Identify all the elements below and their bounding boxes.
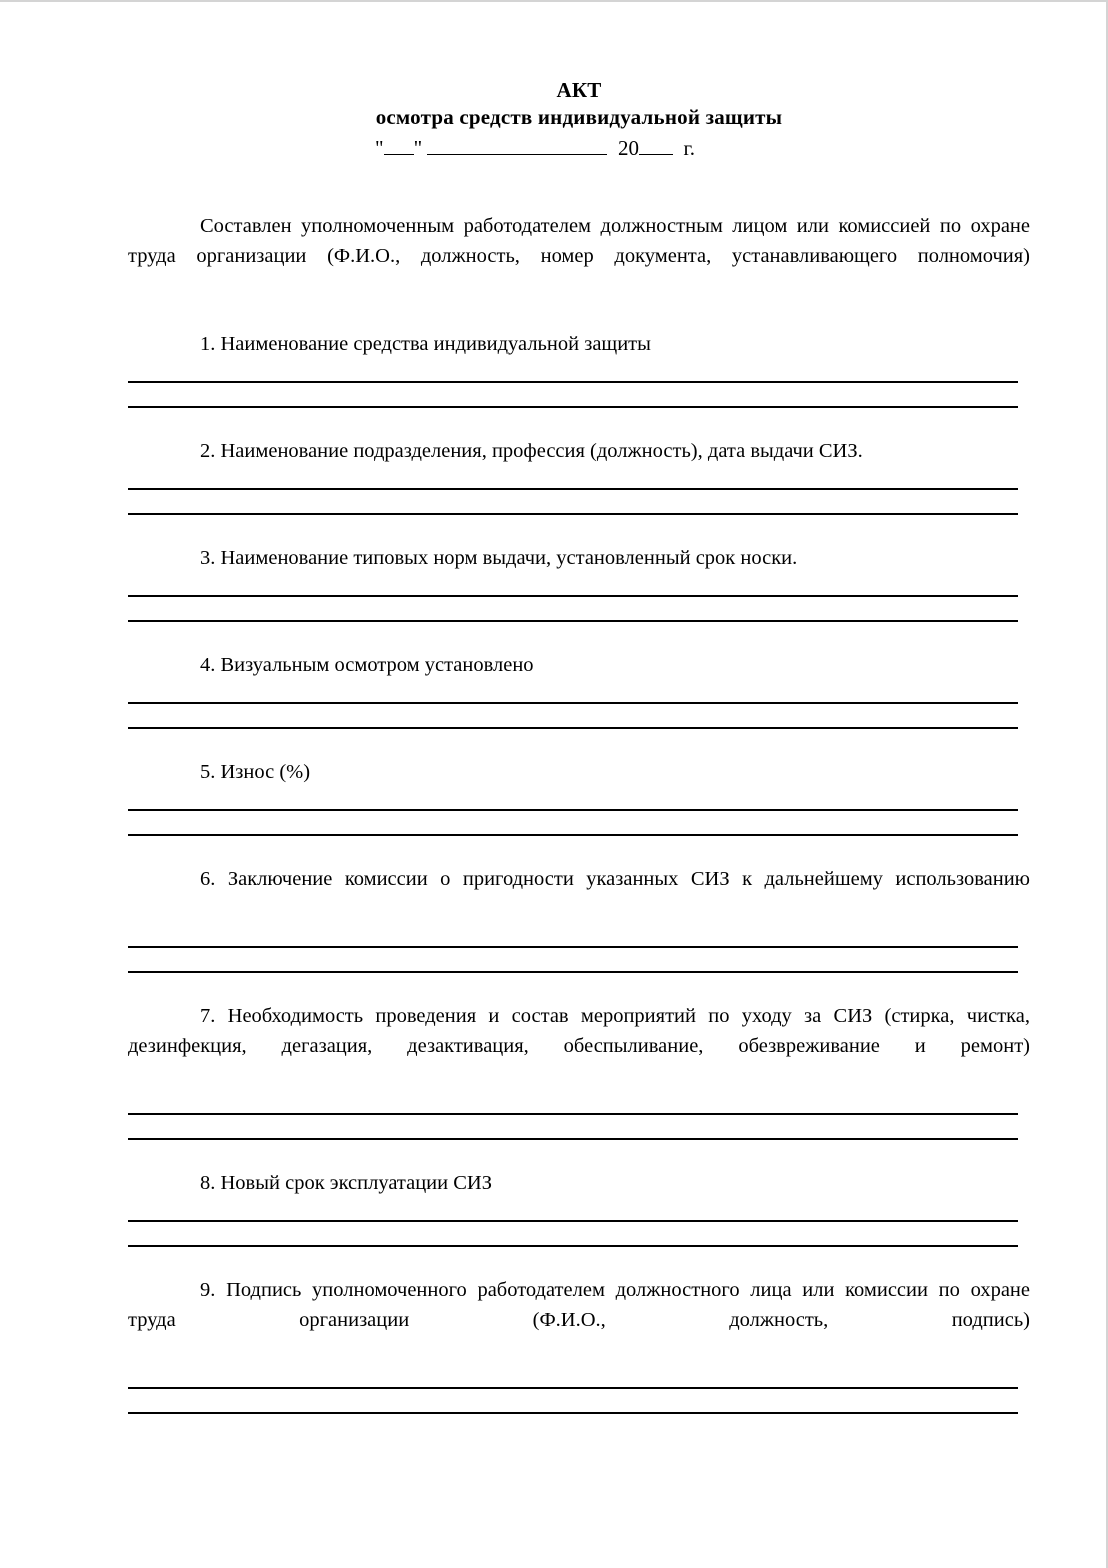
title-block	[128, 2, 1030, 163]
form-item-7-label: 7. Необходимость проведения и состав мероприятий по уходу за СИЗ (стирка, чистка, дезинфекция, дегазация, дезактивация, обеспыливание, обезвреживание и ремонт)	[128, 1005, 1030, 1057]
blank-line[interactable]	[128, 381, 1018, 383]
page-title: АКТ	[556, 78, 602, 102]
blank-line[interactable]	[128, 1220, 1018, 1222]
blank-line[interactable]	[128, 513, 1018, 515]
date-line	[84, 133, 986, 163]
form-item-4	[128, 650, 1030, 729]
blank-line[interactable]	[128, 727, 1018, 729]
blank-line[interactable]	[128, 702, 1018, 704]
form-item-5-label: 5. Износ (%)	[200, 761, 311, 783]
blank-line[interactable]	[128, 1387, 1018, 1389]
blank-line[interactable]	[128, 595, 1018, 597]
form-item-5	[128, 757, 1030, 836]
blank-line[interactable]	[128, 406, 1018, 408]
blank-line[interactable]	[128, 488, 1018, 490]
form-item-1-label: 1. Наименование средства индивидуальной защиты	[200, 333, 651, 355]
year-prefix: 20	[617, 136, 639, 160]
blank-line[interactable]	[128, 946, 1018, 948]
blank-line[interactable]	[128, 1245, 1018, 1247]
form-item-3-label: 3. Наименование типовых норм выдачи, установленный срок носки.	[200, 547, 798, 569]
quote-close: "	[413, 136, 423, 160]
form-item-9-fields	[128, 1387, 1030, 1414]
day-blank[interactable]	[384, 154, 414, 155]
form-item-4-fields	[128, 702, 1030, 729]
blank-line[interactable]	[128, 809, 1018, 811]
form-item-8	[128, 1168, 1030, 1247]
form-item-1	[128, 329, 1030, 408]
form-item-8-fields	[128, 1220, 1030, 1247]
intro-paragraph: Составлен уполномоченным работодателем должностным лицом или комиссией по охране труда организации (Ф.И.О., должность, номер документа, устанавливающего полномочия)	[128, 215, 1030, 267]
year-blank[interactable]	[639, 154, 673, 155]
blank-line[interactable]	[128, 1113, 1018, 1115]
form-item-9-label: 9. Подпись уполномоченного работодателем должностного лица или комиссии по охране труда организации (Ф.И.О., должность, подпись)	[128, 1279, 1030, 1331]
form-item-7-fields	[128, 1113, 1030, 1140]
form-item-4-label: 4. Визуальным осмотром установлено	[200, 654, 534, 676]
form-item-2-fields	[128, 488, 1030, 515]
form-item-1-fields	[128, 381, 1030, 408]
blank-line[interactable]	[128, 1412, 1018, 1414]
document-content	[128, 2, 1030, 1414]
form-item-7	[128, 1001, 1030, 1140]
form-item-8-label: 8. Новый срок эксплуатации СИЗ	[200, 1172, 492, 1194]
form-item-9	[128, 1275, 1030, 1414]
year-suffix: г.	[683, 136, 695, 160]
month-blank[interactable]	[427, 154, 607, 155]
quote-open: "	[375, 136, 384, 160]
blank-line[interactable]	[128, 1138, 1018, 1140]
form-item-3	[128, 543, 1030, 622]
form-item-2-label: 2. Наименование подразделения, профессия (должность), дата выдачи СИЗ.	[200, 440, 863, 462]
blank-line[interactable]	[128, 620, 1018, 622]
blank-line[interactable]	[128, 971, 1018, 973]
form-item-2	[128, 436, 1030, 515]
form-item-6-fields	[128, 946, 1030, 973]
form-item-3-fields	[128, 595, 1030, 622]
form-item-5-fields	[128, 809, 1030, 836]
form-item-6-label: 6. Заключение комиссии о пригодности указанных СИЗ к дальнейшему использованию	[200, 868, 1030, 890]
form-item-6	[128, 864, 1030, 973]
blank-line[interactable]	[128, 834, 1018, 836]
page-subtitle: осмотра средств индивидуальной защиты	[375, 105, 783, 129]
